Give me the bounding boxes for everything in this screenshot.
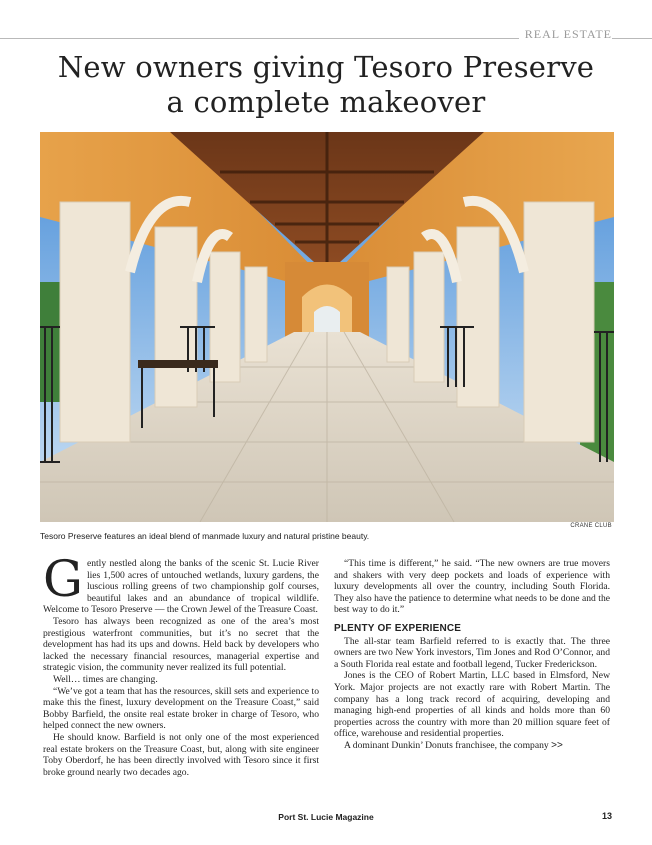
drop-cap: G bbox=[43, 550, 83, 608]
headline bbox=[0, 50, 652, 120]
paragraph-last bbox=[334, 740, 610, 752]
section-label: REAL ESTATE bbox=[519, 27, 612, 42]
paragraph: “This time is different,” he said. “The new owners are true movers and shakers with very deep pockets and loads of experience with luxury developments all over the country, including South Florida. They also have the patience to determine what needs to be done and the best way to do it.” bbox=[334, 558, 610, 616]
article-column-right bbox=[334, 558, 610, 752]
loggia-illustration bbox=[40, 132, 614, 522]
feature-photo bbox=[40, 132, 614, 522]
paragraph-intro bbox=[43, 550, 319, 616]
headline-line-1: New owners giving Tesoro Preserve bbox=[57, 50, 595, 84]
paragraph: “We’ve got a team that has the resources, skill sets and experience to make this the finest, luxury development on the Treasure Coast,” said Bobby Barfield, the onsite real estate broker in charge of Tesoro, who helped connect the new owners. bbox=[43, 685, 319, 732]
paragraph-last-text: A dominant Dunkin’ Donuts franchisee, the company bbox=[344, 739, 549, 751]
headline-line-2: a complete makeover bbox=[166, 85, 486, 119]
paragraph: Well… times are changing. bbox=[53, 673, 158, 685]
article-column-left bbox=[43, 550, 319, 778]
subheading: PLENTY OF EXPERIENCE bbox=[334, 622, 462, 634]
paragraph: Tesoro has always been recognized as one of the area’s most prestigious waterfront communities, but it’s no secret that the development has had its ups and downs. Held back by developers who lacked the necessary financial resources, managerial expertise and strategic vision, the community never realized its full potential. bbox=[43, 615, 319, 674]
paragraph: Jones is the CEO of Robert Martin, LLC based in Elmsford, New York. Major projects are not exactly rare with Robert Martin. The company has a long track record of acquiring, developing and managing high-end properties of all kinds and holds more than 60 properties across the country with more than 20 million square feet of office, warehouse and residential properties. bbox=[334, 670, 610, 740]
paragraph: The all-star team Barfield referred to is exactly that. The three owners are two New York investors, Tim Jones and Rod O’Connor, and a South Florida real estate and football legend, Tucker Frederickson. bbox=[334, 635, 610, 670]
footer-magazine-name: Port St. Lucie Magazine bbox=[278, 812, 374, 822]
continued-marker: >> bbox=[551, 739, 563, 751]
paragraph-intro-text: ently nestled along the banks of the scenic St. Lucie River lies 1,500 acres of untouched wetlands, luxury gardens, the luscious rolling greens of two championship golf courses, beautiful lakes and an abundance of tropical wildlife. Welcome to Tesoro Preserve — the Crown Jewel of the Treasure Coast. bbox=[43, 558, 319, 616]
paragraph-continued: He should know. Barfield is not only one of the most experienced real estate brokers on the Treasure Coast, but, along with site engineer Toby Oberdorf, he has been directly involved with Tesoro since it first broke ground nearly two decades ago. bbox=[43, 731, 319, 778]
page-number: 13 bbox=[601, 811, 612, 821]
photo-credit: CRANE CLUB bbox=[570, 523, 612, 529]
photo-caption: Tesoro Preserve features an ideal blend of manmade luxury and natural pristine beauty. bbox=[40, 531, 370, 541]
